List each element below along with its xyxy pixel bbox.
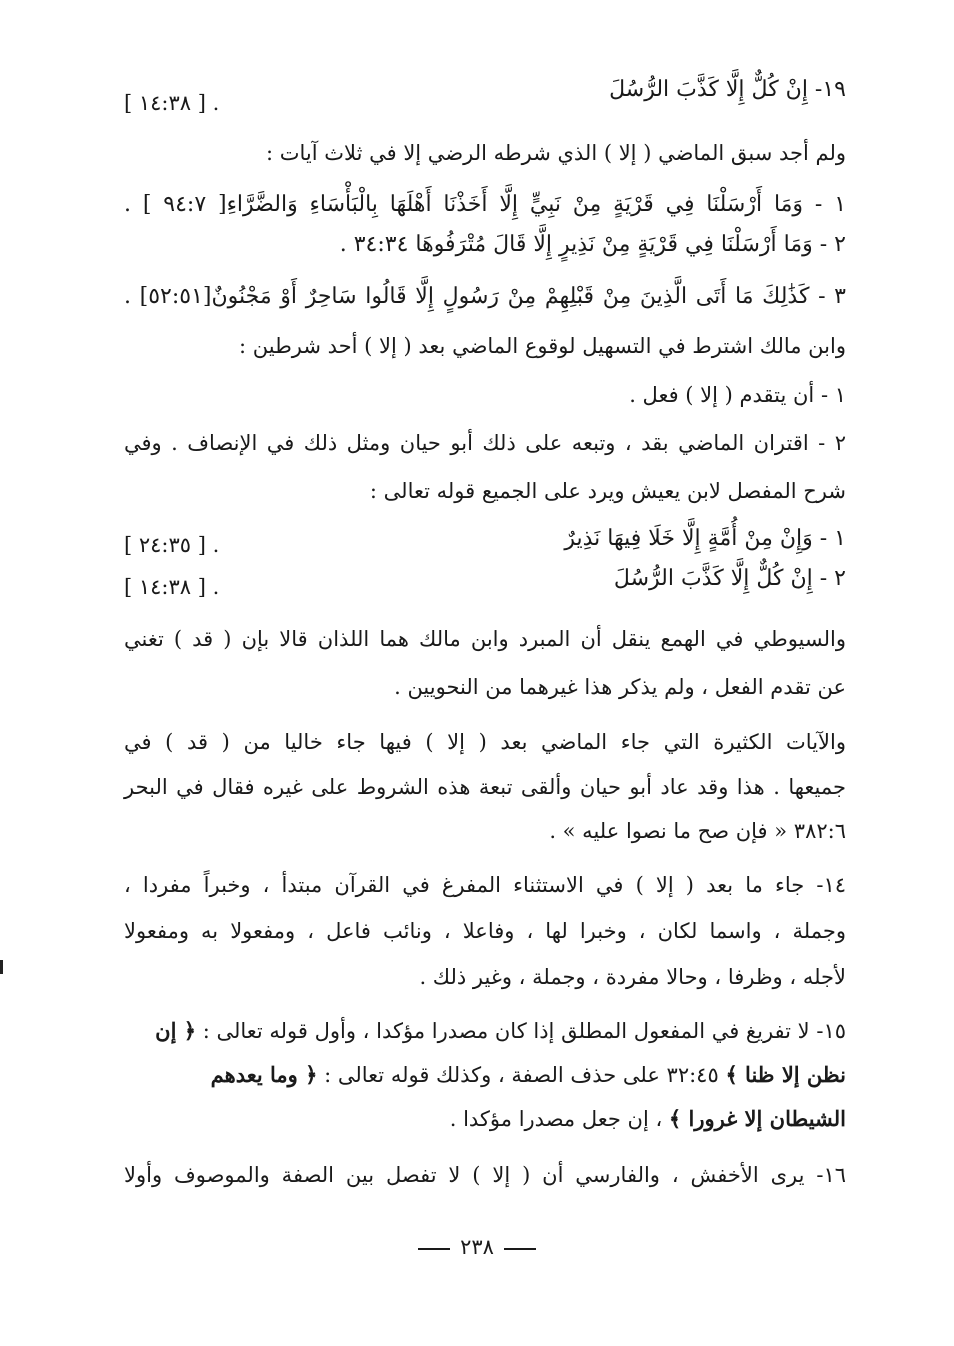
quran-quote-1: نظن إلا ظنا ﴾ [725, 1062, 846, 1087]
quran-quote-2-end: الشيطان إلا غرورا ﴾ [668, 1106, 846, 1131]
scan-speck [0, 960, 3, 974]
text-line-11: ٢ - إِنْ كُلٌّ إِلَّا كَذَّبَ الرُّسُلَ [613, 566, 846, 591]
text-line-17: ١٤- جاء ما بعد ( إلا ) في الاستثناء المفرغ في القرآن مبتدأ ، وخبراً مفردا ، [124, 873, 846, 897]
text-line-18: وجملة ، واسما لكان ، وخبرا لها ، وفاعلا ، ونائب فاعل ، ومفعولا به ومفعولا [124, 919, 846, 943]
text-line-14: والآيات الكثيرة التي جاء الماضي بعد ( إلا ) فيها جاء خاليا من ( قد ) في [124, 730, 846, 754]
text-line-10: ١ - وَإِنْ مِنْ أُمَّةٍ إِلَّا خَلَا فِيهَا نَذِيرٌ [564, 526, 846, 551]
page-number: ٢٣٨ [460, 1235, 494, 1259]
dash-left [504, 1248, 536, 1250]
text-line-3: ١ - وَمَا أَرْسَلْنَا فِي قَرْيَةٍ مِنْ نَبِيٍّ إِلَّا أَخَذْنَا أَهْلَهَا بِالْبَأْسَاءِ وَالضَّرَّاءِ[ ٩٤:٧ ] . [124, 192, 847, 217]
verse-reference-1: [ ١٤:٣٨ ] . [124, 91, 220, 115]
text-line-9: شرح المفصل لابن يعيش ويرد على الجميع قوله تعالى : [369, 479, 846, 503]
text-line-22 [124, 1104, 846, 1134]
text-line-7: ١ - أن يتقدم ( إلا ) فعل . [629, 383, 846, 407]
text-line-15: جميعها . هذا وقد عاد أبو حيان وألقى تبعة هذه الشروط على غيره فقال في البحر [124, 775, 846, 799]
text-line-2: ولم أجد سبق الماضي ( إلا ) الذي شرطه الرضي إلا في ثلاث آيات : [266, 141, 846, 165]
text-line-4: ٢ - وَمَا أَرْسَلْنَا فِي قَرْيَةٍ مِنْ نَذِيرٍ إِلَّا قَالَ مُتْرَفُوهَا ٣٤:٣٤ . [339, 232, 846, 257]
page-number-footer [0, 1232, 954, 1262]
text-line-6: وابن مالك اشترط في التسهيل لوقوع الماضي بعد ( إلا ) أحد شرطين : [239, 334, 846, 358]
text-line-5: ٣ - كَذَٰلِكَ مَا أَتَى الَّذِينَ مِنْ قَبْلِهِمْ مِنْ رَسُولٍ إِلَّا قَالُوا سَاحِرٌ أَوْ مَجْنُونٌ[٥٢:٥١] . [124, 284, 846, 309]
text-line-19: لأجله ، وظرفا ، وحالا مفردة ، وجملة ، وغير ذلك . [419, 965, 846, 989]
quran-quote-2-start: ﴿ وما يعدهم [210, 1062, 318, 1087]
text-line-20 [124, 1016, 846, 1046]
text-line-12: والسيوطي في الهمع ينقل أن المبرد وابن مالك هما اللذان قالا بإن ( قد ) تغني [124, 627, 846, 651]
text-line-1: ١٩- إِنْ كُلٌّ إِلَّا كَذَّبَ الرُّسُلَ [609, 77, 846, 102]
text-line-23: ١٦- يرى الأخفش ، والفارسي أن ( إلا ) لا تفصل بين الصفة والموصوف وأولا [124, 1163, 846, 1187]
text-line-22-plain: ، إن جعل مصدرا مؤكدا . [449, 1107, 669, 1131]
text-line-21 [124, 1060, 846, 1090]
text-line-20-plain: ١٥- لا تفريغ في المفعول المطلق إذا كان مصدرا مؤكدا ، وأول قوله تعالى : [196, 1019, 846, 1043]
verse-reference-2: [ ٢٤:٣٥ ] . [124, 533, 220, 557]
text-line-16: ٣٨٢:٦ « فإن صح ما نصوا عليه » . [549, 819, 846, 843]
text-line-8: ٢ - اقتران الماضي بقد ، وتبعه على ذلك أبو حيان ومثل ذلك في الإنصاف . وفي [124, 431, 846, 455]
verse-reference-3: [ ١٤:٣٨ ] . [124, 575, 220, 599]
text-line-13: عن تقدم الفعل ، ولم يذكر هذا غيرهما من النحويين . [394, 675, 846, 699]
quran-quote-start: ﴿ إن [155, 1018, 197, 1043]
dash-right [418, 1248, 450, 1250]
text-line-21-plain: ٣٢:٤٥ على حذف الصفة ، وكذلك قوله تعالى : [317, 1063, 726, 1087]
